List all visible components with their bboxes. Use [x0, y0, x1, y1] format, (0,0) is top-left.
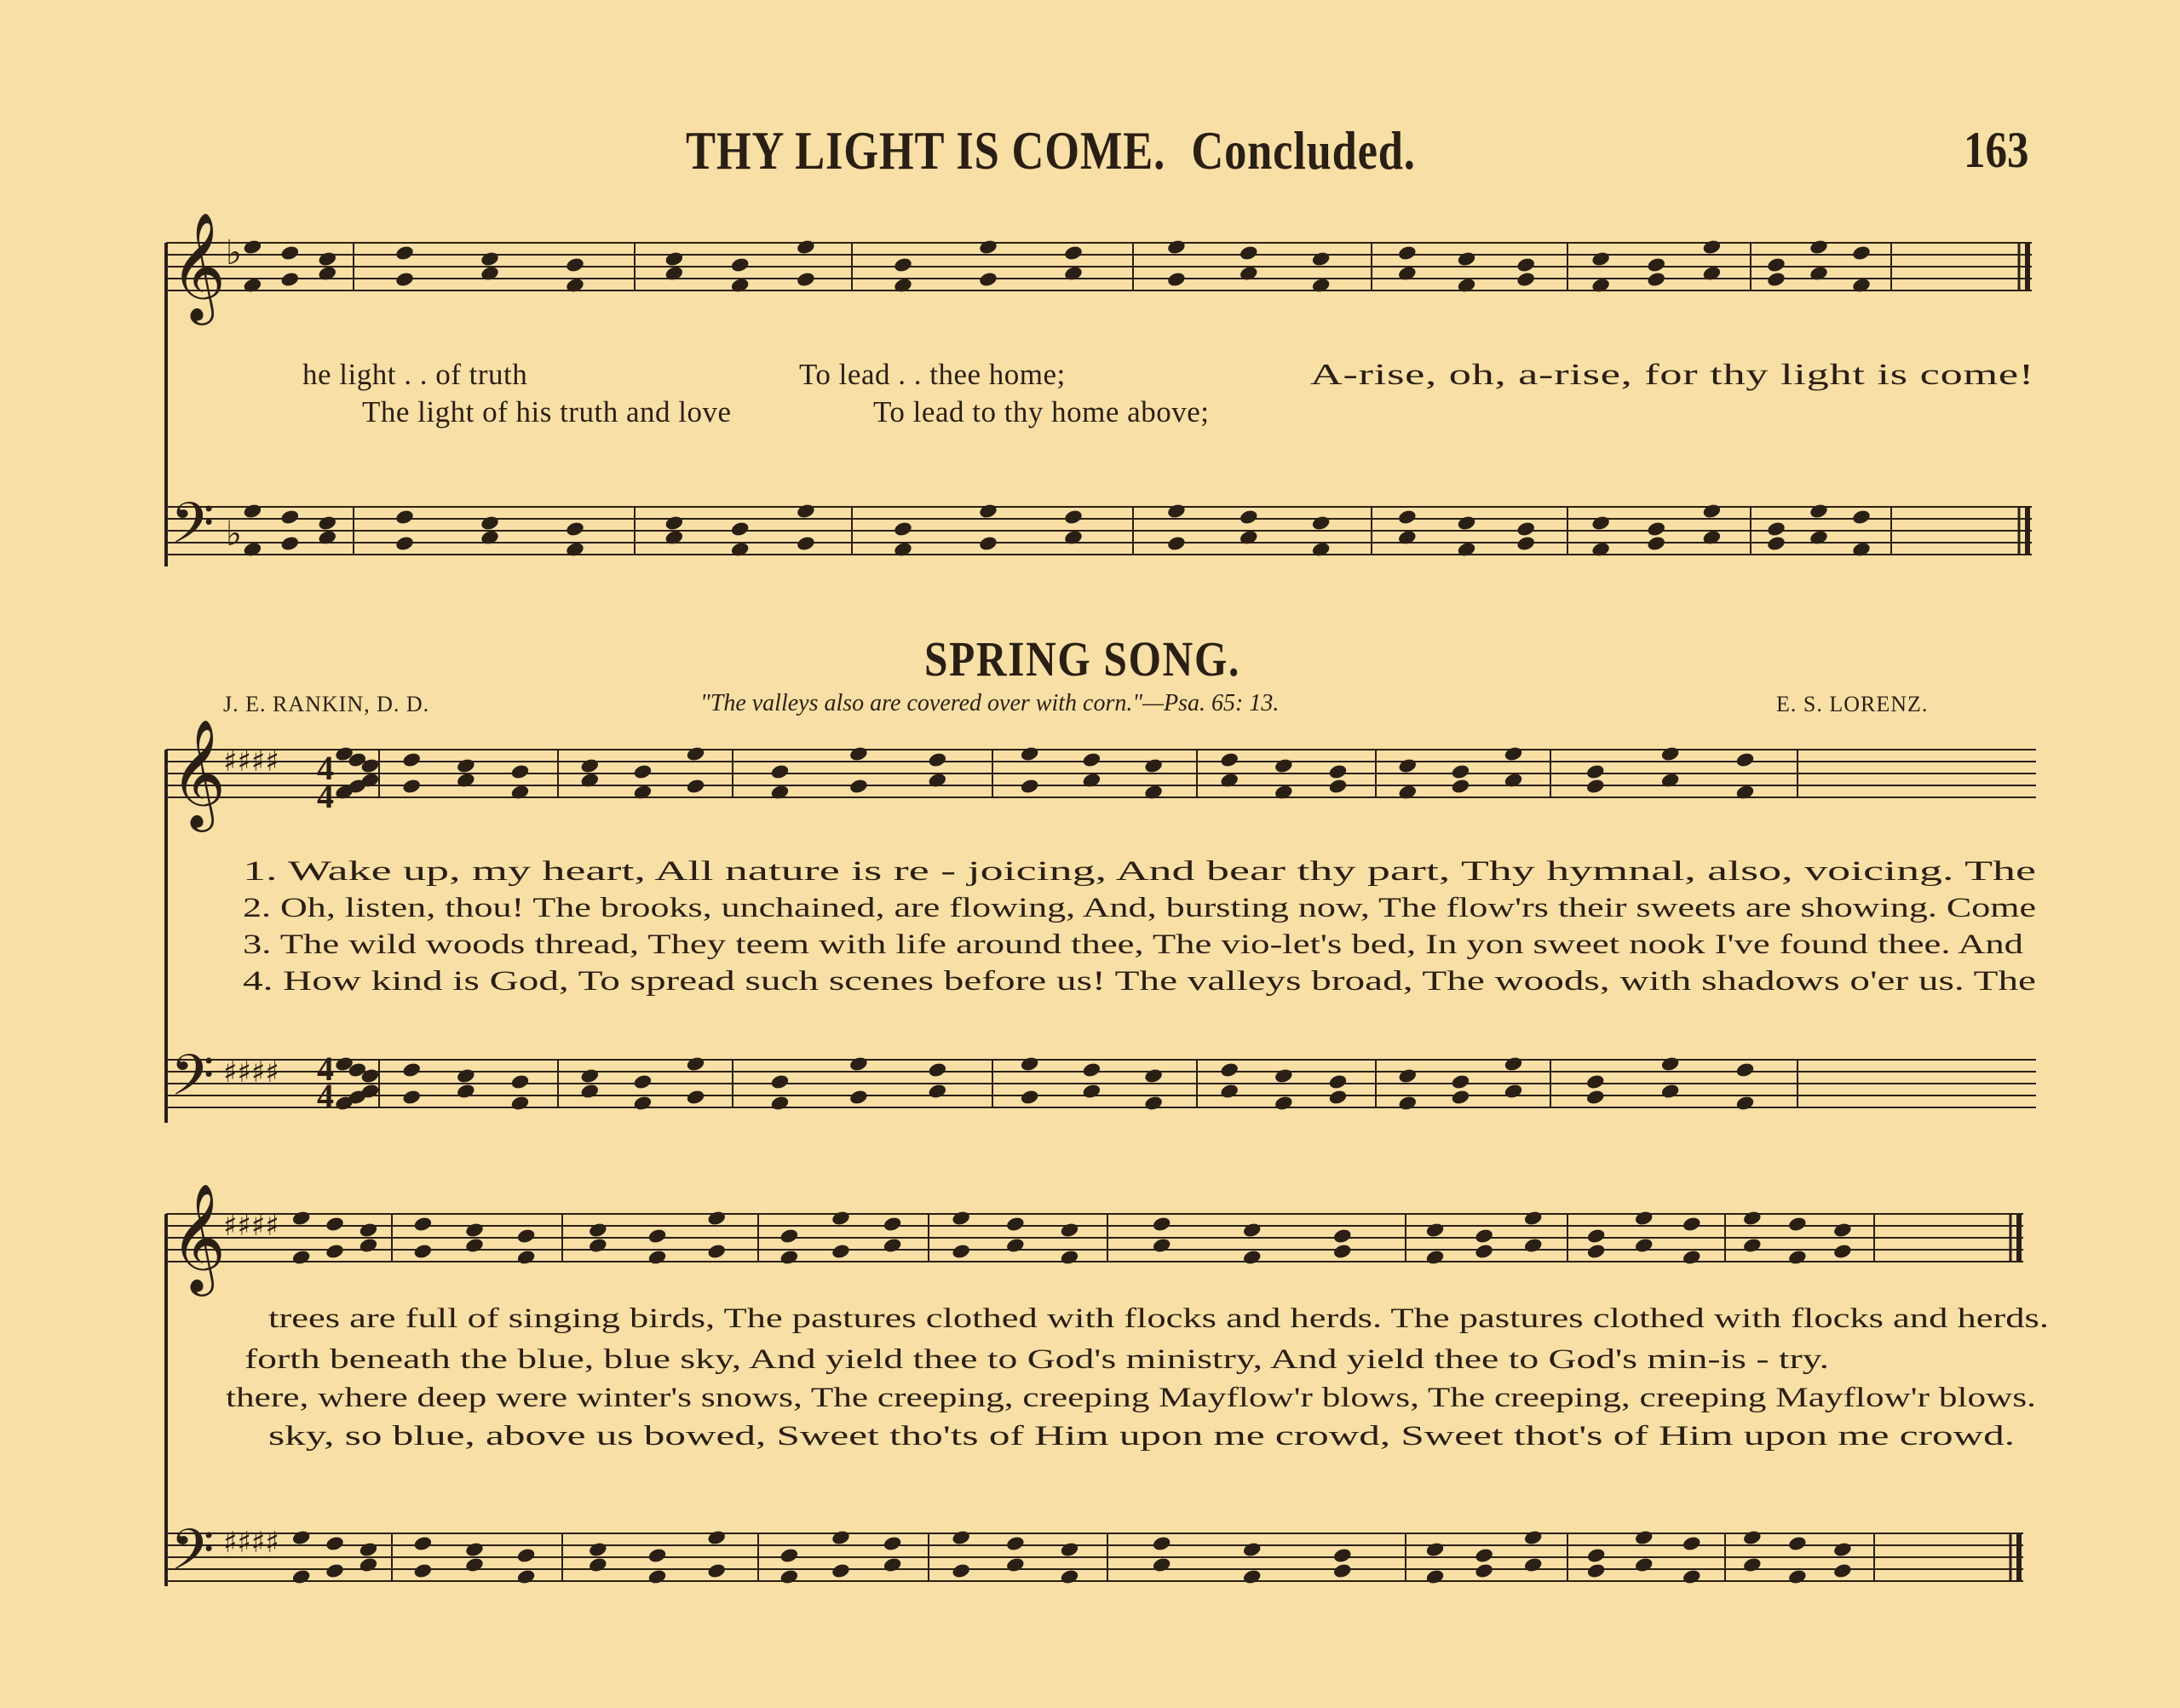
note-head: [647, 1228, 668, 1245]
note-head: [1328, 1073, 1349, 1090]
note-head: [1451, 1089, 1471, 1106]
note-head: [848, 778, 869, 795]
note-head: [1646, 535, 1666, 552]
note-head: [1586, 1243, 1607, 1260]
note-head: [291, 1568, 312, 1585]
note-head: [951, 1210, 971, 1227]
note-head: [831, 1210, 851, 1227]
note-head: [1152, 1556, 1172, 1573]
note-head: [413, 1562, 434, 1579]
note-head: [1634, 1237, 1654, 1254]
note-head: [394, 535, 415, 552]
note-head: [1586, 1547, 1607, 1564]
note-head: [686, 745, 706, 762]
note-head: [1082, 1083, 1102, 1100]
note-head: [1646, 256, 1666, 273]
note-head: [883, 1556, 903, 1573]
note-head: [510, 1095, 531, 1112]
note-head: [1523, 1237, 1544, 1254]
time-signature-icon: 4: [317, 777, 334, 815]
note-head: [516, 1568, 537, 1585]
note-head: [1060, 1249, 1080, 1266]
note-head: [893, 520, 913, 538]
note-head: [848, 1089, 869, 1106]
note-head: [831, 1243, 851, 1260]
lyric-line: he light . . of truth: [302, 358, 528, 391]
note-head: [280, 244, 301, 262]
note-head: [464, 1556, 485, 1573]
verse-line: 4. How kind is God, To spread such scenes before us! The valleys broad, The woods, with shadows o'er us. The: [243, 966, 2036, 997]
note-head: [325, 1535, 345, 1552]
note-head: [1851, 244, 1872, 262]
sharp-signs-icon: ♯♯♯♯: [223, 1209, 279, 1243]
note-head: [359, 1541, 379, 1558]
note-head: [1242, 1249, 1263, 1266]
note-head: [779, 1228, 800, 1245]
note-head: [633, 1073, 653, 1090]
note-head: [1787, 1216, 1808, 1233]
system2-treble-staff: [166, 750, 2036, 797]
note-head: [1742, 1529, 1763, 1546]
note-head: [1516, 520, 1536, 538]
note-head: [317, 250, 337, 267]
note-head: [770, 763, 791, 780]
note-head: [588, 1541, 608, 1558]
note-head: [1063, 244, 1084, 262]
treble-clef-icon: 𝄞: [170, 211, 227, 320]
sharp-signs-icon: ♯♯♯♯: [223, 745, 279, 779]
note-head: [796, 239, 816, 256]
verse-line: 1. Wake up, my heart, All nature is re - joicing, And bear thy part, Thy hymnal, also, voicing. The: [243, 856, 2036, 887]
note-head: [401, 778, 422, 795]
flat-sign-icon: ♭: [226, 233, 242, 273]
note-head: [978, 239, 998, 256]
note-head: [770, 1095, 791, 1112]
epigraph: "The valleys also are covered over with corn."—Psa. 65: 13.: [700, 690, 1280, 716]
note-head: [1735, 751, 1756, 768]
note-head: [1152, 1237, 1172, 1254]
bass-clef-icon: 𝄢: [170, 1517, 215, 1596]
note-head: [1060, 1541, 1080, 1558]
note-head: [1766, 256, 1786, 273]
note-head: [1020, 1089, 1040, 1106]
note-head: [1742, 1210, 1763, 1227]
note-head: [1504, 1055, 1524, 1073]
note-head: [1766, 535, 1786, 552]
note-head: [1274, 1095, 1294, 1112]
time-signature-icon: 4: [317, 749, 334, 787]
note-head: [848, 745, 869, 762]
note-head: [1063, 509, 1084, 526]
note-head: [1787, 1568, 1808, 1585]
note-head: [1020, 778, 1040, 795]
note-head: [883, 1216, 903, 1233]
note-head: [1060, 1568, 1080, 1585]
note-head: [951, 1562, 971, 1579]
note-head: [1166, 271, 1187, 288]
lyric-line: To lead . . thee home;: [799, 358, 1066, 391]
note-head: [1152, 1216, 1172, 1233]
note-head: [1590, 250, 1611, 267]
note-head: [243, 239, 263, 256]
sharp-signs-icon: ♯♯♯♯: [223, 1526, 279, 1560]
time-signature-icon: 4: [317, 1050, 334, 1088]
note-head: [796, 271, 816, 288]
note-head: [1311, 250, 1332, 267]
note-head: [1516, 271, 1536, 288]
note-head: [730, 256, 751, 273]
note-head: [1735, 1061, 1756, 1078]
note-head: [1005, 1216, 1026, 1233]
verse-line: forth beneath the blue, blue sky, And yield thee to God's ministry, And yield thee to God's min-is - try.: [244, 1344, 1829, 1375]
note-head: [1082, 751, 1102, 768]
note-head: [1585, 763, 1606, 780]
note-head: [516, 1228, 537, 1245]
note-head: [730, 520, 751, 538]
system2-bass-staff: [166, 1060, 2036, 1107]
flat-sign-icon: ♭: [226, 515, 242, 554]
verse-line: 2. Oh, listen, thou! The brooks, unchained, are flowing, And, bursting now, The flow'rs their sweets are showing. Come: [243, 893, 2036, 923]
note-head: [1646, 271, 1666, 288]
note-head: [1425, 1249, 1446, 1266]
note-head: [1832, 1541, 1853, 1558]
note-head: [647, 1249, 668, 1266]
note-head: [588, 1556, 608, 1573]
note-head: [464, 1541, 485, 1558]
note-head: [1702, 239, 1723, 256]
note-head: [588, 1222, 608, 1239]
note-head: [1397, 1067, 1418, 1084]
note-head: [1332, 1562, 1353, 1579]
note-head: [706, 1562, 727, 1579]
note-head: [1523, 1210, 1544, 1227]
note-head: [664, 515, 685, 532]
note-head: [243, 503, 263, 520]
note-head: [848, 1055, 869, 1073]
treble-clef-icon: 𝄞: [170, 1182, 227, 1291]
note-head: [413, 1243, 434, 1260]
note-head: [1735, 1095, 1756, 1112]
note-head: [928, 751, 948, 768]
note-head: [978, 535, 998, 552]
note-head: [1152, 1535, 1172, 1552]
note-head: [1474, 1243, 1494, 1260]
note-head: [1274, 757, 1294, 774]
note-head: [359, 1556, 379, 1573]
note-head: [1585, 1073, 1606, 1090]
page-number: 163: [1964, 122, 2029, 178]
note-head: [1311, 515, 1332, 532]
note-head: [1397, 509, 1418, 526]
note-head: [1516, 256, 1536, 273]
note-head: [291, 1210, 312, 1227]
note-head: [770, 1073, 791, 1090]
note-head: [831, 1562, 851, 1579]
verse-line: 3. The wild woods thread, They teem with life around thee, The vio-let's bed, In yon sweet nook I've found thee. And: [243, 929, 2023, 960]
note-head: [464, 1237, 485, 1254]
note-head: [796, 535, 816, 552]
author-credit: J. E. RANKIN, D. D.: [223, 692, 430, 716]
note-head: [1082, 1061, 1102, 1078]
note-head: [401, 751, 422, 768]
note-head: [280, 509, 301, 526]
note-head: [1425, 1541, 1446, 1558]
note-head: [1660, 1055, 1681, 1073]
note-head: [883, 1237, 903, 1254]
note-head: [893, 256, 913, 273]
note-head: [1682, 1216, 1702, 1233]
note-head: [1451, 763, 1471, 780]
note-head: [1242, 1541, 1263, 1558]
note-head: [686, 1055, 706, 1073]
verse-line: sky, so blue, above us bowed, Sweet tho'ts of Him upon me crowd, Sweet thot's of Him upon me crowd.: [268, 1421, 2015, 1452]
note-head: [464, 1222, 485, 1239]
note-head: [647, 1547, 668, 1564]
note-head: [280, 271, 301, 288]
note-head: [317, 515, 337, 532]
note-head: [633, 1095, 653, 1112]
song-title-main: THY LIGHT IS COME.: [686, 120, 1166, 181]
note-head: [1474, 1547, 1494, 1564]
note-head: [413, 1535, 434, 1552]
note-head: [1239, 244, 1259, 262]
note-head: [401, 1089, 422, 1106]
time-signature-icon: 4: [317, 1077, 334, 1115]
note-head: [480, 515, 500, 532]
note-head: [951, 1243, 971, 1260]
note-head: [291, 1249, 312, 1266]
bass-clef-icon: 𝄢: [170, 491, 215, 570]
song-title: SPRING SONG.: [924, 631, 1241, 687]
note-head: [394, 271, 415, 288]
note-head: [1332, 1228, 1353, 1245]
note-head: [1590, 515, 1611, 532]
note-head: [647, 1568, 668, 1585]
note-head: [1766, 520, 1786, 538]
note-head: [1020, 1055, 1040, 1073]
note-head: [1242, 1222, 1263, 1239]
note-head: [1274, 1067, 1294, 1084]
note-head: [510, 1073, 531, 1090]
sharp-signs-icon: ♯♯♯♯: [223, 1055, 279, 1090]
note-head: [978, 503, 998, 520]
note-head: [1451, 778, 1471, 795]
note-head: [565, 256, 585, 273]
note-head: [1457, 250, 1477, 267]
note-head: [883, 1535, 903, 1552]
note-head: [579, 1067, 600, 1084]
note-head: [1766, 271, 1786, 288]
note-head: [1585, 1089, 1606, 1106]
note-head: [951, 1529, 971, 1546]
note-head: [1682, 1535, 1702, 1552]
lyric-line: The light of his truth and love: [362, 395, 732, 428]
note-head: [1634, 1556, 1654, 1573]
note-head: [1660, 745, 1681, 762]
note-head: [1166, 239, 1187, 256]
note-head: [1425, 1222, 1446, 1239]
note-head: [359, 1222, 379, 1239]
note-head: [1397, 1095, 1418, 1112]
note-head: [1742, 1237, 1763, 1254]
note-head: [1787, 1535, 1808, 1552]
note-head: [633, 763, 653, 780]
note-head: [1005, 1237, 1026, 1254]
note-head: [1832, 1562, 1853, 1579]
note-head: [796, 503, 816, 520]
note-head: [1851, 509, 1872, 526]
song-title-suffix: Concluded.: [1191, 120, 1416, 181]
note-head: [516, 1547, 537, 1564]
note-head: [394, 244, 415, 262]
note-head: [1328, 1089, 1349, 1106]
note-head: [1143, 757, 1164, 774]
note-head: [1328, 778, 1349, 795]
note-head: [978, 271, 998, 288]
note-head: [1166, 535, 1187, 552]
note-head: [1504, 745, 1524, 762]
note-head: [1219, 1061, 1240, 1078]
note-head: [1809, 503, 1829, 520]
note-head: [1166, 503, 1187, 520]
note-head: [1239, 509, 1259, 526]
note-head: [456, 757, 476, 774]
note-head: [1702, 503, 1723, 520]
note-head: [401, 1061, 422, 1078]
note-head: [1005, 1556, 1026, 1573]
note-head: [686, 778, 706, 795]
note-head: [1451, 1073, 1471, 1090]
verse-line: trees are full of singing birds, The pastures clothed with flocks and herds. The pastures clothed with flocks and herds.: [268, 1303, 2049, 1334]
note-head: [1832, 1222, 1853, 1239]
note-head: [1219, 751, 1240, 768]
note-head: [1242, 1568, 1263, 1585]
note-head: [325, 1243, 345, 1260]
lyric-line: A-rise, oh, a-rise, for thy light is come!: [1310, 358, 2034, 391]
note-head: [1332, 1547, 1353, 1564]
note-head: [480, 250, 500, 267]
note-head: [1143, 1067, 1164, 1084]
lyric-line: To lead to thy home above;: [873, 395, 1210, 428]
note-head: [1328, 763, 1349, 780]
note-head: [664, 250, 685, 267]
note-head: [1682, 1249, 1702, 1266]
verse-line: there, where deep were winter's snows, The creeping, creeping Mayflow'r blows, The creeping, creeping Mayflow'r blows.: [226, 1383, 2036, 1413]
note-head: [1060, 1222, 1080, 1239]
note-head: [779, 1249, 800, 1266]
note-head: [1219, 1083, 1240, 1100]
note-head: [1397, 757, 1418, 774]
note-head: [516, 1249, 537, 1266]
note-head: [779, 1547, 800, 1564]
note-head: [779, 1568, 800, 1585]
note-head: [1634, 1529, 1654, 1546]
note-head: [1787, 1249, 1808, 1266]
note-head: [928, 1061, 948, 1078]
note-head: [1585, 778, 1606, 795]
note-head: [565, 520, 585, 538]
note-head: [325, 1216, 345, 1233]
note-head: [1143, 1095, 1164, 1112]
note-head: [706, 1529, 727, 1546]
treble-clef-icon: 𝄞: [170, 718, 227, 827]
note-head: [510, 763, 531, 780]
note-head: [1005, 1535, 1026, 1552]
note-head: [1832, 1243, 1853, 1260]
note-head: [1474, 1562, 1494, 1579]
note-head: [456, 1083, 476, 1100]
note-head: [928, 1083, 948, 1100]
note-head: [1634, 1210, 1654, 1227]
note-head: [1646, 520, 1666, 538]
note-head: [706, 1243, 727, 1260]
note-head: [1332, 1243, 1353, 1260]
note-head: [1020, 745, 1040, 762]
system1-treble-staff: [166, 243, 2032, 290]
note-head: [413, 1216, 434, 1233]
system1-bass-staff: [166, 507, 2032, 555]
note-head: [456, 1067, 476, 1084]
note-head: [1586, 1562, 1607, 1579]
note-head: [588, 1237, 608, 1254]
bass-clef-icon: 𝄢: [170, 1043, 215, 1122]
note-head: [1397, 244, 1418, 262]
note-head: [1660, 1083, 1681, 1100]
note-head: [831, 1529, 851, 1546]
note-head: [1523, 1529, 1544, 1546]
note-head: [1425, 1568, 1446, 1585]
note-head: [1523, 1556, 1544, 1573]
note-head: [1682, 1568, 1702, 1585]
note-head: [1457, 515, 1477, 532]
note-head: [1809, 239, 1829, 256]
note-head: [280, 535, 301, 552]
note-head: [579, 1083, 600, 1100]
note-head: [359, 1237, 379, 1254]
composer-credit: E. S. LORENZ.: [1776, 692, 1929, 716]
note-head: [291, 1529, 312, 1546]
note-head: [325, 1562, 345, 1579]
note-head: [706, 1210, 727, 1227]
note-head: [579, 757, 600, 774]
note-head: [1474, 1228, 1494, 1245]
note-head: [686, 1089, 706, 1106]
note-head: [1516, 535, 1536, 552]
note-head: [394, 509, 415, 526]
note-head: [1504, 1083, 1524, 1100]
note-head: [1586, 1228, 1607, 1245]
note-head: [1742, 1556, 1763, 1573]
